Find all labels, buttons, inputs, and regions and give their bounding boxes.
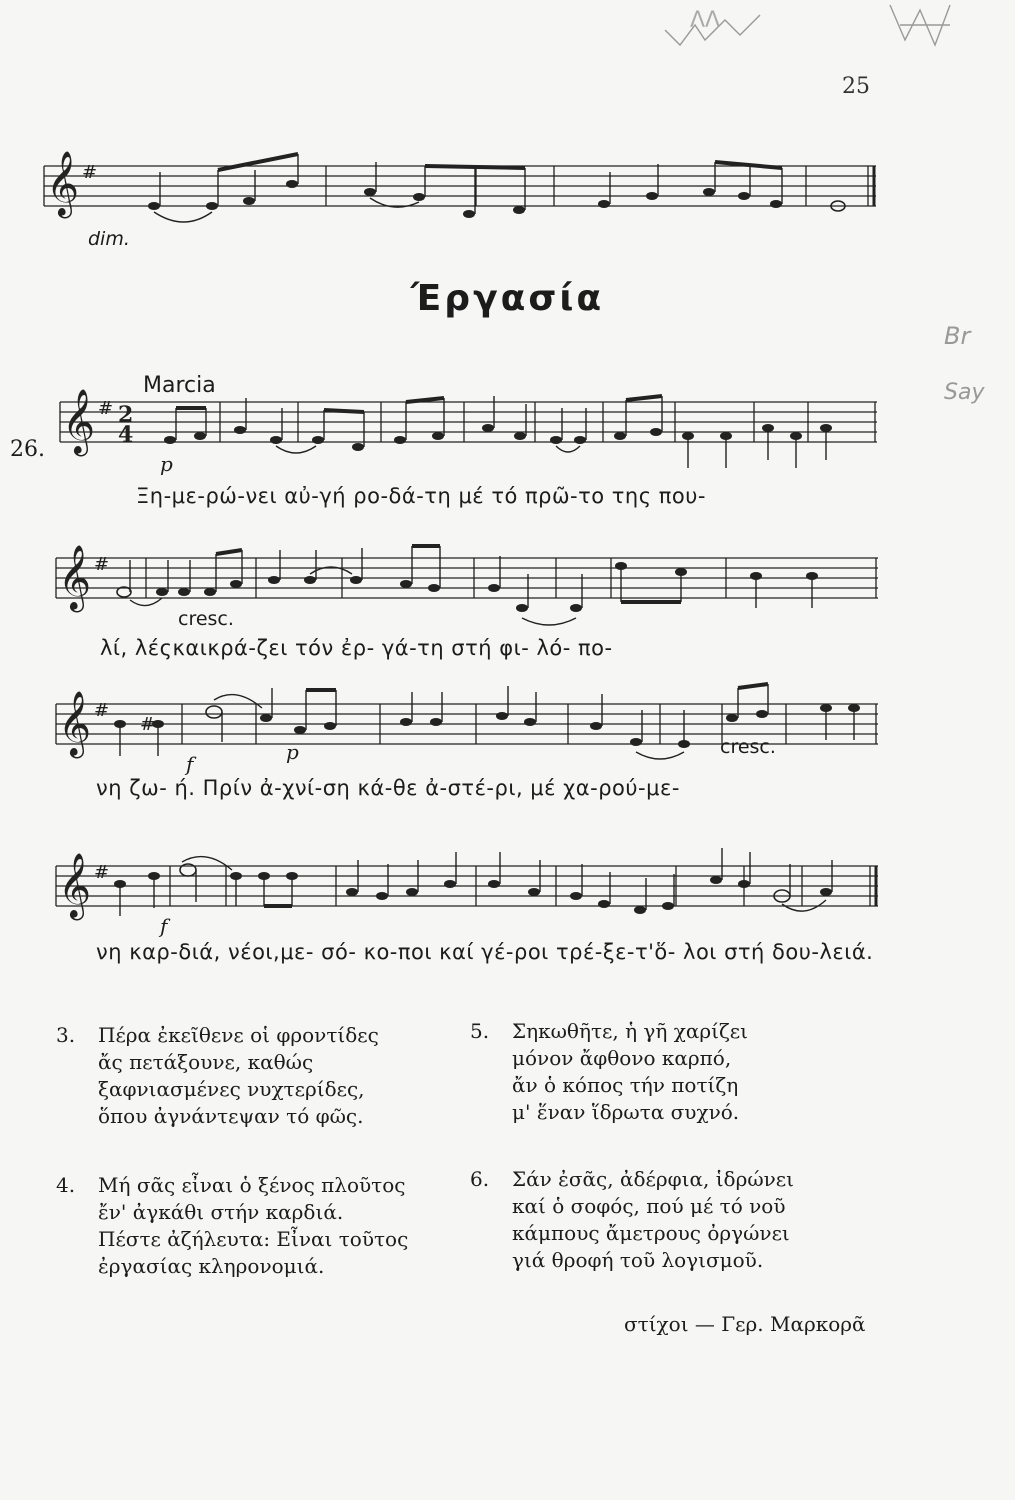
verse-number: 5. [470, 1019, 490, 1043]
song-title: Έργασία [410, 278, 605, 319]
verse-line: Μή σᾶς εἶναι ὁ ξένος πλοῦτος [98, 1173, 406, 1197]
svg-text:𝄞: 𝄞 [58, 691, 92, 756]
tempo-marking: Marcia [143, 373, 216, 398]
dynamic-f-2: f [160, 914, 168, 938]
verse-line: Σάν ἐσᾶς, ἀδέρφια, ἱδρώνει [512, 1167, 795, 1191]
verse-line: ἐργασίας κληρονομιά. [98, 1254, 325, 1278]
cresc-marking-1: cresc. [178, 608, 234, 630]
svg-text:𝄞: 𝄞 [58, 545, 92, 610]
svg-text:4: 4 [118, 422, 134, 448]
verse-line: καί ὁ σοφός, πού μέ τό νοῦ [512, 1194, 786, 1218]
verse-line: γιά θροφή τοῦ λογισμοῦ. [512, 1248, 764, 1272]
verse-line: κάμπους ἄμετρους ὀργώνει [512, 1221, 790, 1245]
dynamic-p-2: p [286, 740, 299, 764]
dynamic-p-1: p [160, 452, 173, 476]
verse-line: Πέρα ἐκεῖθενε οἱ φροντίδες [98, 1023, 379, 1047]
verse-number: 4. [56, 1173, 76, 1197]
verse-number: 6. [470, 1167, 490, 1191]
verse-6 [470, 1166, 870, 1278]
lyrics-line-4: νη καρ-διά, νέοι,με- σό- κο-ποι καί γέ-ροι τρέ-ξε-τ'ὅ- λοι στή δου-λειά. [96, 940, 874, 964]
lyrics-line-2: λί, λέςκαικρά-ζει τόν ἐρ- γά-τη στή φι- λό- πο- [100, 636, 613, 660]
song-number: 26. [10, 437, 45, 462]
staff-1 [60, 389, 877, 454]
svg-text:𝄞: 𝄞 [46, 151, 80, 216]
svg-text:𝄞: 𝄞 [62, 389, 96, 454]
verse-3 [56, 1022, 456, 1134]
verse-5 [470, 1018, 870, 1130]
margin-note-2: Br [944, 322, 971, 350]
verse-4 [56, 1172, 456, 1284]
svg-text:𝄞: 𝄞 [58, 853, 92, 918]
margin-note-1: ΛΛ [690, 8, 721, 33]
staff-2 [56, 545, 878, 610]
verse-line: Σηκωθῆτε, ἡ γῆ χαρίζει [512, 1019, 748, 1043]
staff-previous-song [44, 151, 876, 216]
verse-line: ὅπου ἀγνάντεψαν τό φῶς. [98, 1104, 364, 1128]
verse-line: μόνον ἄφθονο καρπό, [512, 1046, 732, 1070]
page-number: 25 [842, 74, 870, 99]
margin-note-3: Say [944, 380, 985, 405]
svg-text:#: # [94, 554, 110, 575]
cresc-marking-2: cresc. [720, 736, 776, 758]
verse-line: Πέστε ἀζήλευτα: Εἶναι τοῦτος [98, 1227, 409, 1251]
lyricist-credit: στίχοι — Γερ. Μαρκορᾶ [624, 1312, 866, 1336]
staff-4 [56, 853, 878, 918]
lyrics-line-1: Ξη-με-ρώ-νει αὐ-γή ρο-δά-τη μέ τό πρῶ-το της που- [136, 484, 706, 508]
dim-marking: dim. [88, 228, 130, 250]
verse-line: μ' ἕναν ἵδρωτα συχνό. [512, 1100, 740, 1124]
svg-text:#: # [94, 700, 110, 721]
svg-text:#: # [82, 162, 98, 183]
dynamic-f-1: f [186, 752, 194, 776]
verse-number: 3. [56, 1023, 76, 1047]
verse-line: ἄν ὁ κόπος τήν ποτίζη [512, 1073, 739, 1097]
verse-line: ἄς πετάξουνε, καθώς [98, 1050, 314, 1074]
svg-text:#: # [98, 398, 114, 419]
svg-text:#: # [94, 862, 110, 883]
lyrics-line-3: νη ζω- ή. Πρίν ἀ-χνί-ση κά-θε ἀ-στέ-ρι, μέ χα-ρού-με- [96, 776, 680, 800]
verse-line: ἔν' ἀγκάθι στήν καρδιά. [98, 1200, 344, 1224]
svg-text:2: 2 [118, 402, 134, 428]
verse-line: ξαφνιασμένες νυχτερίδες, [98, 1077, 365, 1101]
svg-text:#: # [140, 714, 156, 735]
